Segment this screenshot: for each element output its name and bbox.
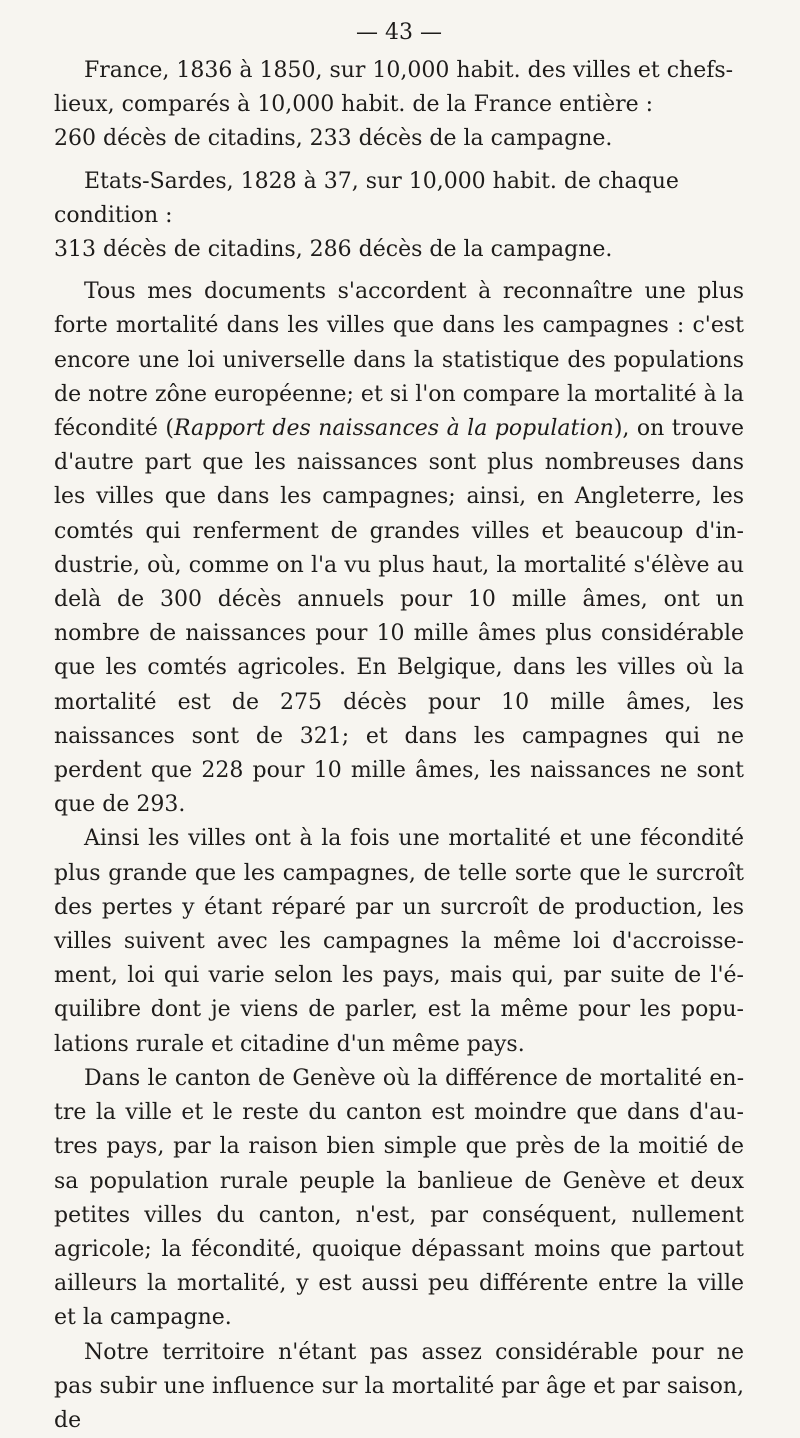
paragraph-1-italic: Rapport des naissances à la population — [173, 416, 614, 442]
stat-sardes-line-1: Etats-Sardes, 1828 à 37, sur 10,000 habit. de chaque — [84, 168, 679, 194]
stat-france — [54, 54, 744, 122]
stat-sardes — [54, 165, 744, 233]
stat-france-line-1: France, 1836 à 1850, sur 10,000 habit. des villes et chefs- — [84, 58, 734, 83]
paragraph-1-after: ), on trouve d'autre part que les naissances sont plus nombreuses dans les villes que dans les campagnes; ainsi, en Angleterre, les comtés qui renferment de grandes villes et beaucoup d'in- dustrie, où, comme on l'a vu plus haut, la mortalité s'élève au delà de 300 décès annuels pour 10 mille âmes, ont un nombre de naissances pour 10 mille âmes plus considérable que les comtés agricoles. En Belgique, dans les villes où la mortalité est de 275 décès pour 10 mille âmes, les naissances sont de 321; et dans les campagnes qui ne perdent que 228 pour 10 mille âmes, les naissances ne sont que de 293. — [54, 416, 745, 818]
paragraph-1-before: Tous mes documents s'accordent à reconnaître une plus forte mortalité dans les villes que dans les campagnes : c'est encore une loi universelle dans la statistique des populations de notre zône européenne; et si l'on compare la mortalité à la fécondité ( — [54, 279, 744, 442]
stat-france-result: 260 décès de citadins, 233 décès de la campagne. — [54, 126, 613, 152]
paragraph-mortality-fecundity — [54, 275, 744, 822]
paragraph-geneva: Dans le canton de Genève où la différence de mortalité en- tre la ville et le reste du canton est moindre que dans d'au- tres pays, par la raison bien simple que près de la moitié de sa population rurale peuple la banlieue de Genève et deux petites villes du canton, n'est, par conséquent, nullement agricole; la fécondité, quoique dépassant moins que partout ailleurs la mortalité, y est aussi peu différente entre la ville et la campagne. — [54, 1065, 744, 1331]
paragraph-cities-growth: Ainsi les villes ont à la fois une mortalité et une fécondité plus grande que les campagnes, de telle sorte que le surcroît des pertes y étant réparé par un surcroît de production, les villes suivent avec les campagnes la même loi d'accroisse- ment, loi qui varie selon les pays, mais qui, par suite de l'é- quilibre dont je viens de parler, est la même pour les popu- lations rurale et citadine d'un même pays. — [54, 826, 744, 1057]
stat-sardes-line-2: condition : — [54, 202, 173, 228]
document-page — [54, 18, 744, 1438]
stat-sardes-result: 313 décès de citadins, 286 décès de la campagne. — [54, 237, 613, 263]
page-number-header: — 43 — — [356, 20, 442, 45]
paragraph-territory: Notre territoire n'étant pas assez considérable pour ne pas subir une influence sur la mortalité par âge et par saison, de — [54, 1339, 744, 1433]
stat-france-line-2: lieux, comparés à 10,000 habit. de la France entière : — [54, 92, 654, 118]
